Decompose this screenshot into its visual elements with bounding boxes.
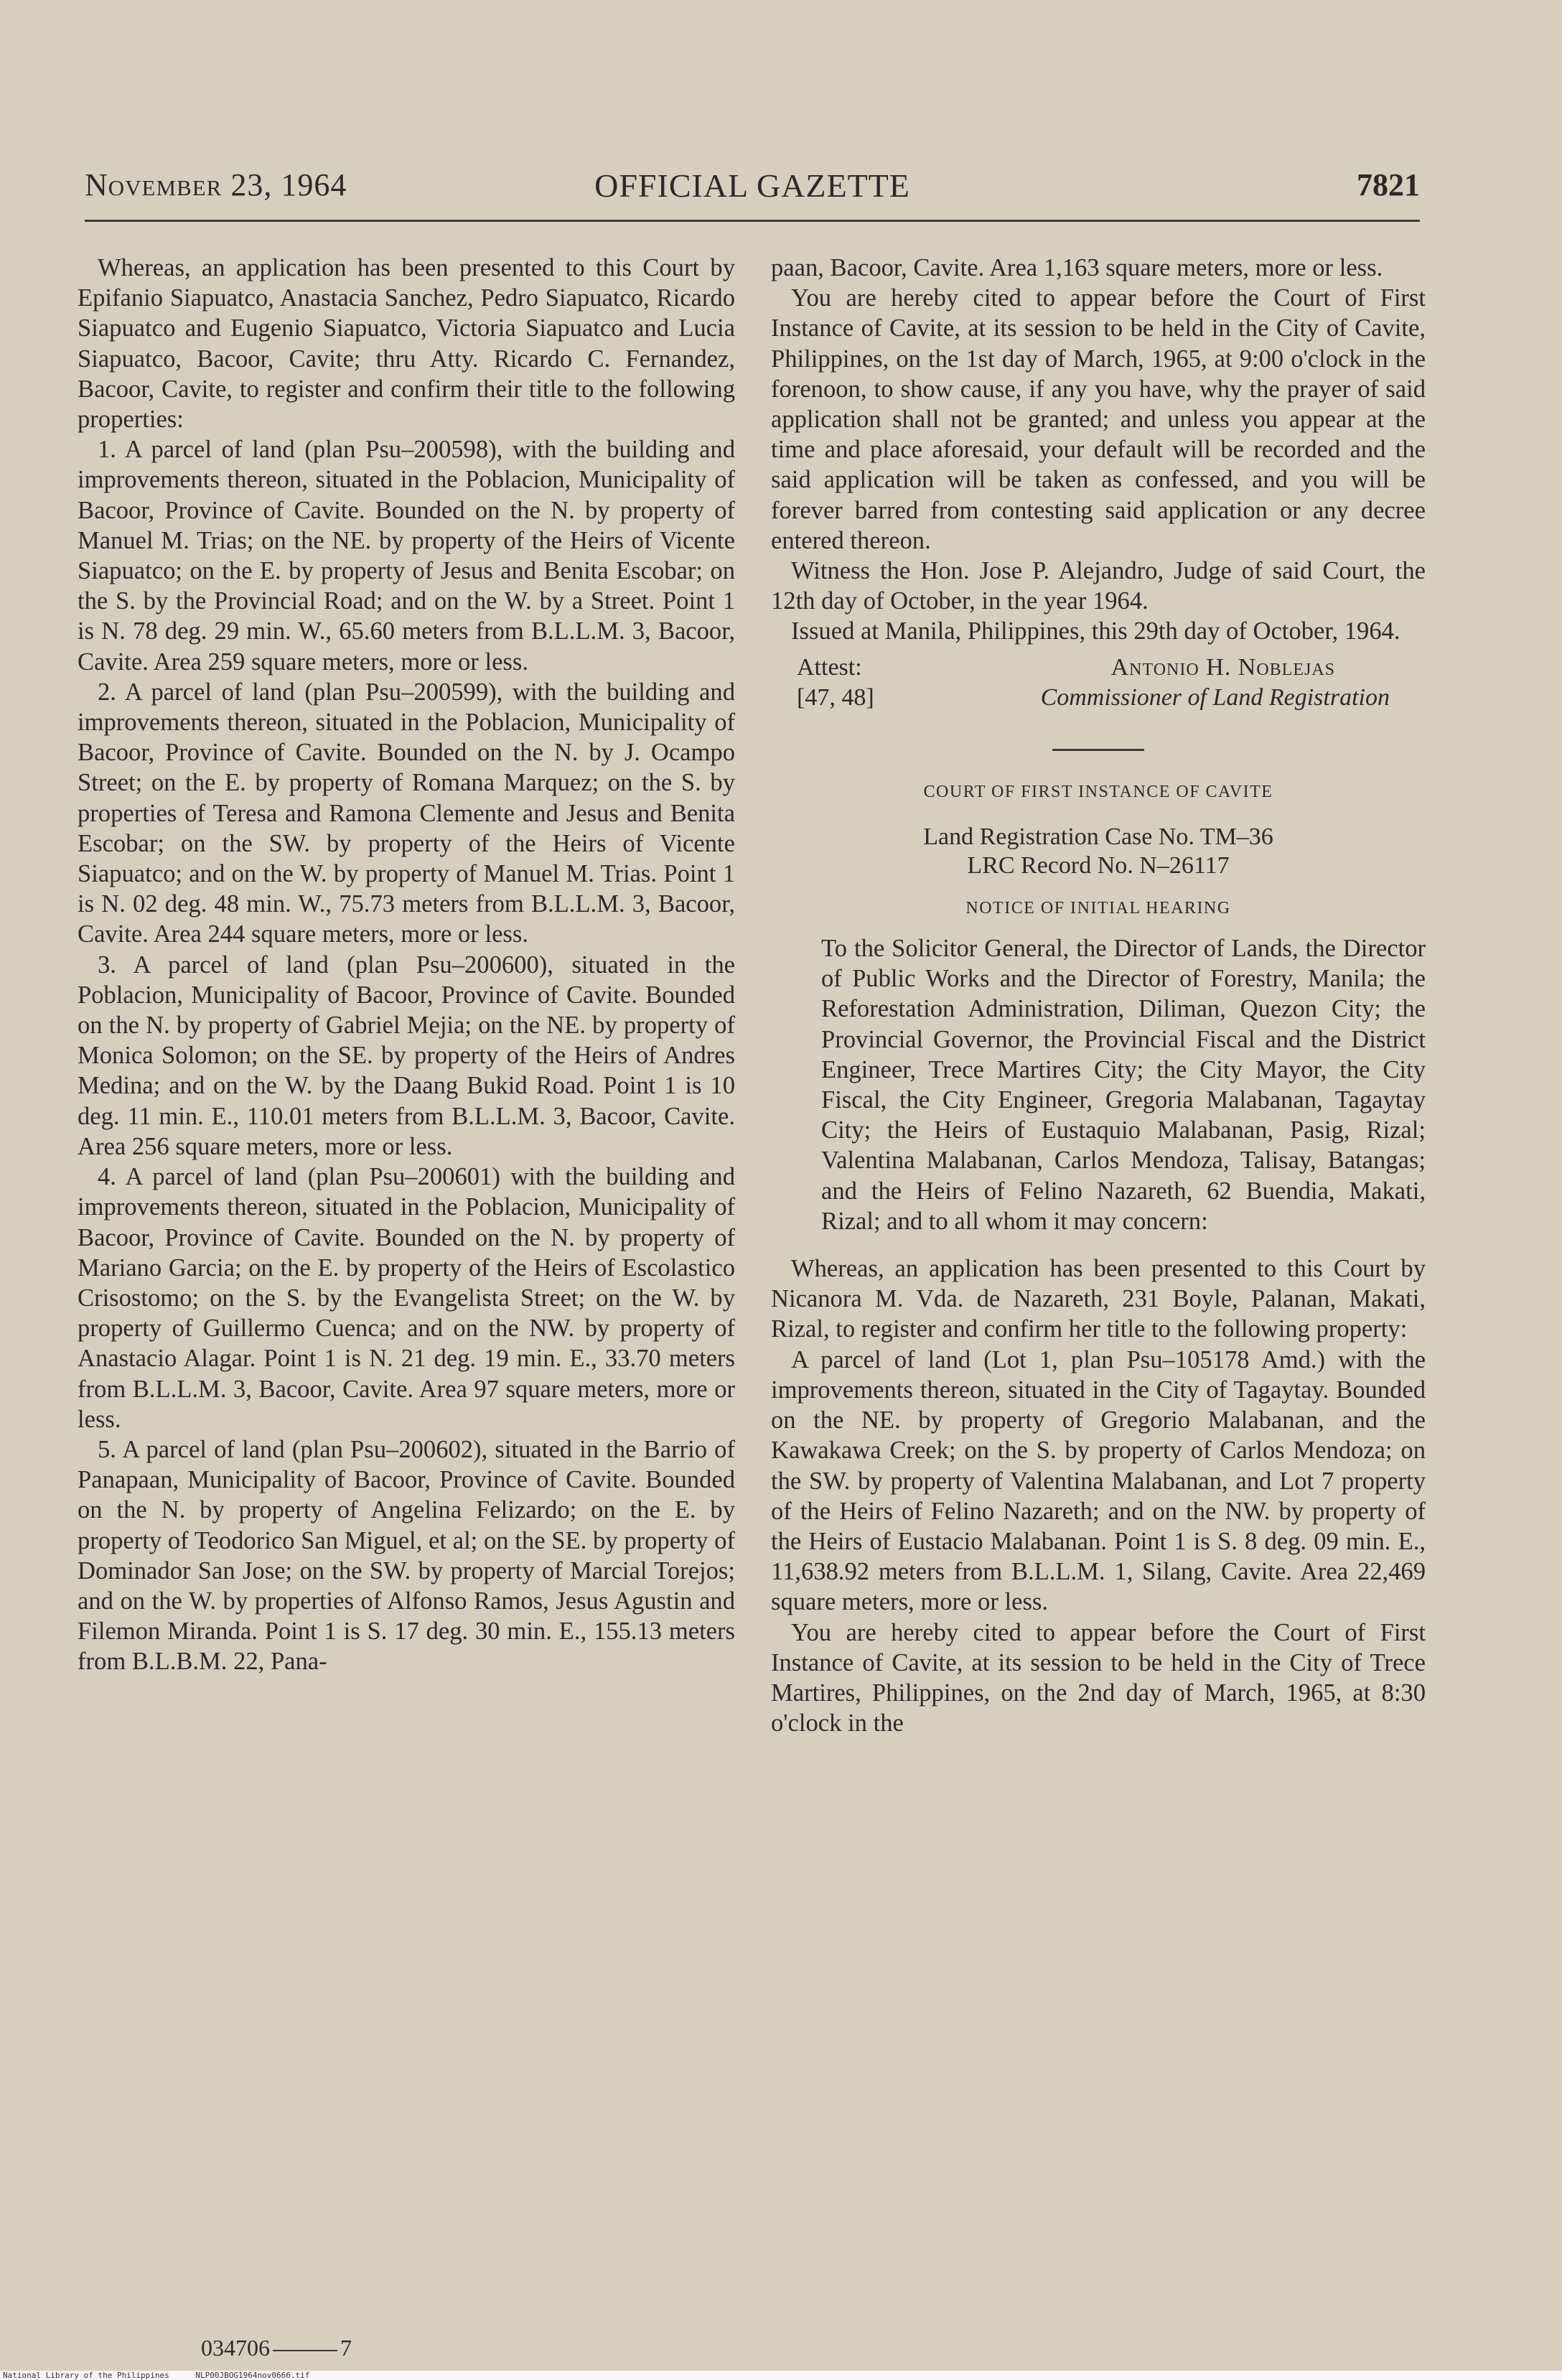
left-column bbox=[78, 253, 735, 1677]
commissioner-title: Commissioner of Land Registration bbox=[1040, 683, 1390, 711]
commissioner-name: Antonio H. Noblejas bbox=[1110, 653, 1335, 681]
page-number: 7821 bbox=[1357, 167, 1420, 202]
case-heading bbox=[771, 823, 1426, 880]
paragraph: Witness the Hon. Jose P. Alejandro, Judge of said Court, the 12th day of October, in the year 1964. bbox=[771, 557, 1426, 615]
section-divider bbox=[1052, 749, 1144, 751]
reference-numbers: [47, 48] bbox=[797, 683, 874, 711]
paragraph: 3. A parcel of land (plan Psu–200600), situated in the Poblacion, Municipality of Bacoor, Province of Cavite. Bounded on the N. by property of Gabriel Mejia; on the NE. by property of Monica Solomon; on the SE. by property of the Heirs of Andres Medina; and on the W. by the Daang Bukid Road. Point 1 is 10 deg. 11 min. E., 110.01 meters from B.L.L.M. 3, Bacoor, Cavite. Area 256 square meters, more or less. bbox=[78, 951, 735, 1160]
paragraph: Whereas, an application has been presented to this Court by Epifanio Siapuatco, Anastacia Sanchez, Pedro Siapuatco, Ricardo Siapuatco and Eugenio Siapuatco, Victoria Siapuatco and Lucia Siapuatco, Bacoor, Cavite; thru Atty. Ricardo C. Fernandez, Bacoor, Cavite, to register and confirm their title to the following properties: bbox=[78, 254, 735, 434]
addressee-paragraph: To the Solicitor General, the Director of Lands, the Director of Public Works and the Director of Forestry, Manila; the Reforestation Administration, Diliman, Quezon City; the Provincial Governor, the Provincial Fiscal and the District Engineer, Trece Martires City; the City Mayor, the City Fiscal, the City Engineer, Gregoria Malabanan, Tagaytay City; the Heirs of Eustaquio Malabanan, Pasig, Rizal; Valentina Malabanan, Carlos Mendoza, Talisay, Batangas; and the Heirs of Felino Nazareth, 62 Buendia, Makati, Rizal; and to all whom it may concern: bbox=[821, 935, 1426, 1235]
paragraph: 2. A parcel of land (plan Psu–200599), with the building and improvements thereon, situated in the Poblacion, Municipality of Bacoor, Province of Cavite. Bounded on the N. by J. Ocampo Street; on the E. by property of Romana Marquez; on the S. by properties of Teresa and Ramona Clemente and Jesus and Benita Escobar; on the SW. by property of the Heirs of Vicente Siapuatco; and on the W. by property of Manuel M. Trias. Point 1 is N. 02 deg. 48 min. W., 75.73 meters from B.L.L.M. 3, Bacoor, Cavite. Area 244 square meters, more or less. bbox=[78, 678, 735, 948]
attest-label: Attest: bbox=[797, 653, 862, 681]
page-header bbox=[85, 167, 1420, 210]
header-rule bbox=[85, 220, 1420, 222]
paragraph: A parcel of land (Lot 1, plan Psu–105178 Amd.) with the improvements thereon, situated in the City of Tagaytay. Bounded on the NE. by property of Gregorio Malabanan, and the Kawakawa Creek; on the S. by property of Carlos Mendoza; on the SW. by property of Valentina Malabanan, and Lot 7 property of the Heirs of Felino Nazareth; and on the NW. by property of the Heirs of Eustacio Malabanan. Point 1 is S. 8 deg. 09 min. E., 11,638.92 meters from B.L.L.M. 1, Silang, Cavite. Area 22,469 square meters, more or less. bbox=[771, 1345, 1426, 1616]
case-number: Land Registration Case No. TM–36 bbox=[923, 823, 1273, 850]
notice-title: NOTICE OF INITIAL HEARING bbox=[965, 898, 1231, 918]
print-code-dash bbox=[273, 2350, 337, 2351]
paragraph: paan, Bacoor, Cavite. Area 1,163 square meters, more or less. bbox=[771, 254, 1383, 281]
issue-date: November 23, 1964 bbox=[85, 167, 347, 202]
paragraph: 1. A parcel of land (plan Psu–200598), with the building and improvements thereon, situated in the Poblacion, Municipality of Bacoor, Province of Cavite. Bounded on the N. by property of Manuel M. Trias; on the NE. by property of the Heirs of Vicente Siapuatco; on the E. by property of Jesus and Benita Escobar; on the S. by the Provincial Road; and on the W. by a Street. Point 1 is N. 78 deg. 29 min. W., 65.60 meters from B.L.L.M. 3, Bacoor, Cavite. Area 259 square meters, more or less. bbox=[78, 436, 735, 676]
print-code-left: 034706 bbox=[201, 2335, 270, 2361]
paragraph: 4. A parcel of land (plan Psu–200601) with the building and improvements thereon, situated in the Poblacion, Municipality of Bacoor, Province of Cavite. Bounded on the N. by property of Mariano Garcia; on the E. by property of the Heirs of Escolastico Crisostomo; on the S. by the Evangelista Street; on the W. by property of Guillermo Cuenca; and on the NW. by property of Anastacio Alagar. Point 1 is N. 21 deg. 19 min. E., 33.70 meters from B.L.L.M. 3, Bacoor, Cavite. Area 97 square meters, more or less. bbox=[78, 1163, 735, 1433]
paragraph: Whereas, an application has been presented to this Court by Nicanora M. Vda. de Nazareth, 231 Boyle, Palanan, Makati, Rizal, to register and confirm her title to the following property: bbox=[771, 1255, 1426, 1343]
lrc-record: LRC Record No. N–26117 bbox=[967, 851, 1230, 879]
print-code bbox=[201, 2335, 352, 2361]
paragraph: You are hereby cited to appear before the Court of First Instance of Cavite, at its session to be held in the City of Cavite, Philippines, on the 1st day of March, 1965, at 9:00 o'clock in the forenoon, to show cause, if any you have, why the prayer of said application shall not be granted; and unless you appear at the time and place aforesaid, your default will be recorded and the said application will be taken as confessed, and you will be forever barred from contesting said application or any decree entered thereon. bbox=[771, 284, 1426, 554]
publication-title: OFFICIAL GAZETTE bbox=[594, 167, 910, 204]
print-code-right: 7 bbox=[340, 2335, 352, 2361]
right-column bbox=[771, 253, 1426, 1738]
court-heading: COURT OF FIRST INSTANCE OF CAVITE bbox=[923, 782, 1273, 801]
paragraph: 5. A parcel of land (plan Psu–200602), situated in the Barrio of Panapaan, Municipality of Bacoor, Province of Cavite. Bounded on the N. by property of Angelina Felizardo; on the E. by property of Teodorico San Miguel, et al; on the SE. by property of Dominador San Jose; on the SW. by property of Marcial Torejos; and on the W. by properties of Alfonso Ramos, Jesus Agustin and Filemon Miranda. Point 1 is S. 17 deg. 30 min. E., 155.13 meters from B.L.B.M. 22, Pana- bbox=[78, 1435, 735, 1676]
scan-info-strip bbox=[0, 2371, 1562, 2380]
paragraph: Issued at Manila, Philippines, this 29th day of October, 1964. bbox=[791, 617, 1400, 645]
attest-block bbox=[771, 651, 1426, 713]
scan-filename: NLP00JBOG1964nov0666.tif bbox=[195, 2371, 310, 2380]
library-name: National Library of the Philippines bbox=[3, 2371, 169, 2380]
paragraph: You are hereby cited to appear before the Court of First Instance of Cavite, at its session to be held in the City of Trece Martires, Philippines, on the 2nd day of March, 1965, at 8:30 o'clock in the bbox=[771, 1618, 1426, 1737]
